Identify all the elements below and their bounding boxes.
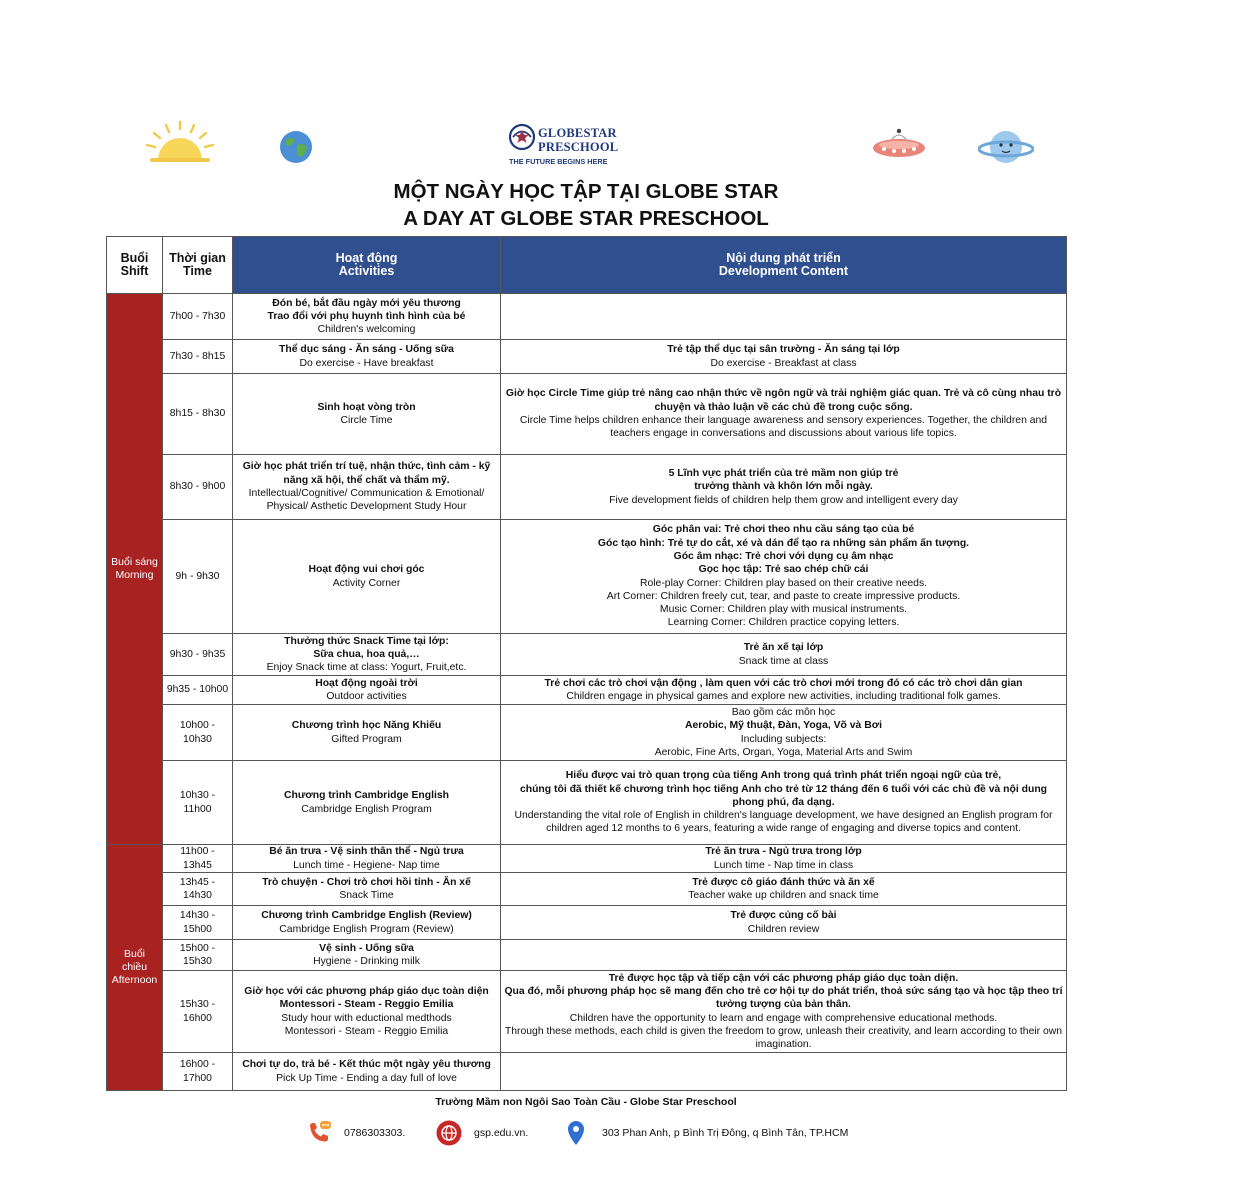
content-en: Bao gồm các môn học	[731, 706, 836, 718]
activity-cell	[233, 340, 501, 374]
activity-cell	[233, 971, 501, 1053]
content-cell	[501, 374, 1067, 455]
content-vi: Góc phân vai: Trẻ chơi theo nhu cầu sáng tạo của bé	[652, 524, 915, 536]
header-time-en: Time	[183, 264, 212, 278]
schedule-row	[107, 1053, 1067, 1091]
shift-label: Morning	[115, 569, 154, 581]
activity-vi: Chơi tự do, trả bé - Kết thúc một ngày yêu thương	[242, 1059, 491, 1071]
schedule-row	[107, 520, 1067, 634]
content-en: Art Corner: Children freely cut, tear, and paste to create impressive products.	[606, 590, 961, 602]
contact-address-text: 303 Phan Anh, p Bình Trị Đông, q Bình Tân, TP.HCM	[602, 1127, 849, 1139]
time-slot: 11h00 - 13h45	[163, 845, 233, 873]
time-slot: 14h30 - 15h00	[163, 906, 233, 940]
header-activities-en: Activities	[338, 264, 395, 278]
activity-en: Outdoor activities	[326, 691, 407, 702]
activity-cell	[233, 940, 501, 971]
content-cell	[501, 873, 1067, 906]
content-vi: Trẻ ăn xế tại lớp	[743, 642, 824, 654]
activity-cell	[233, 294, 501, 340]
activity-cell	[233, 1053, 501, 1091]
activity-vi: Bé ăn trưa - Vệ sinh thân thể - Ngủ trưa	[269, 846, 464, 858]
activity-cell	[233, 873, 501, 906]
header-row	[107, 237, 1067, 294]
school-logo	[508, 122, 618, 170]
contact-address[interactable]	[566, 1120, 848, 1146]
shift-afternoon	[107, 845, 163, 1091]
schedule-row	[107, 873, 1067, 906]
content-cell	[501, 520, 1067, 634]
content-cell	[501, 761, 1067, 845]
content-vi: Trẻ tập thể dục tại sân trường - Ăn sáng tại lớp	[667, 344, 900, 356]
activity-en: Children's welcoming	[317, 324, 416, 336]
content-en: Lunch time - Nap time in class	[713, 859, 854, 871]
earth-icon	[279, 130, 313, 164]
web-globe-icon	[436, 1120, 462, 1146]
time-slot: 9h30 - 9h35	[163, 634, 233, 676]
activity-cell	[233, 705, 501, 761]
content-vi: Trẻ chơi các trò chơi vận động , làm quen với các trò chơi mới trong đó có các trò chơi dân gian	[544, 677, 1023, 689]
schedule-row	[107, 294, 1067, 340]
header-shift-vi: Buổi	[120, 250, 149, 265]
activity-en: Cambridge English Program (Review)	[279, 923, 454, 935]
activity-vi: Đón bé, bắt đầu ngày mới yêu thương	[272, 297, 461, 309]
activity-en: Pick Up Time - Ending a day full of love	[276, 1072, 457, 1084]
time-slot: 10h00 - 10h30	[163, 705, 233, 761]
content-en: Snack time at class	[738, 655, 829, 667]
content-vi: Hiểu được vai trò quan trọng của tiếng Anh trong quá trình phát triển ngoại ngữ của trẻ,	[565, 770, 1002, 782]
activity-en: Circle Time	[340, 415, 393, 426]
phone-icon	[306, 1120, 332, 1146]
schedule-row	[107, 971, 1067, 1053]
content-cell	[501, 705, 1067, 761]
content-cell	[501, 906, 1067, 940]
header-content	[501, 237, 1067, 294]
activity-en: Do exercise - Have breakfast	[299, 357, 434, 369]
activity-en: Enjoy Snack time at class: Yogurt, Fruit,etc.	[266, 662, 467, 674]
activity-cell	[233, 676, 501, 705]
activity-en: Intellectual/Cognitive/ Communication & Emotional/ Physical/ Asthetic Development Study Hour	[248, 488, 485, 513]
activity-vi: Chương trình học Năng Khiếu	[291, 720, 442, 732]
activity-en: Montessori - Steam - Reggio Emilia	[284, 1025, 449, 1037]
content-cell	[501, 845, 1067, 873]
time-slot: 13h45 - 14h30	[163, 873, 233, 906]
activity-vi: Chương trình Cambridge English	[284, 790, 449, 802]
activity-vi: Hoạt động ngoài trời	[315, 677, 418, 689]
content-en: Including subjects:	[740, 733, 827, 745]
activity-en: Lunch time - Hegiene- Nap time	[293, 859, 440, 871]
content-en: Do exercise - Breakfast at class	[710, 357, 857, 369]
time-slot: 15h00 - 15h30	[163, 940, 233, 971]
logo-tagline: THE FUTURE BEGINS HERE	[509, 157, 608, 166]
content-en: Through these methods, each child is given the freedom to grow, unleash their creativity, and learn according to their own imagination.	[504, 1025, 1063, 1051]
activity-cell	[233, 520, 501, 634]
content-cell	[501, 294, 1067, 340]
time-slot: 7h00 - 7h30	[163, 294, 233, 340]
content-cell	[501, 940, 1067, 971]
activity-en: Study hour with eductional medthods	[281, 1012, 452, 1024]
activity-vi: Trao đổi với phụ huynh tình hình của bé	[267, 310, 466, 322]
content-en: Children review	[747, 923, 820, 935]
content-en: Aerobic, Fine Arts, Organ, Yoga, Material Arts and Swim	[654, 746, 913, 758]
activity-vi: Sinh hoạt vòng tròn	[317, 401, 416, 413]
content-vi: Qua đó, mỗi phương pháp học sẽ mang đến cho trẻ cơ hội tự do phát triển, thoả sức sáng tạo và học tập theo trí tưởng tượng của bản thân.	[504, 985, 1063, 1011]
schedule-row	[107, 634, 1067, 676]
header-time-vi: Thời gian	[169, 250, 226, 265]
content-en: Circle Time helps children enhance their language awareness and sensory experiences. Together, the children and teachers engage in conversations and discussions about various life topics.	[519, 415, 1048, 440]
content-en: Teacher wake up children and snack time	[688, 890, 879, 901]
activity-cell	[233, 374, 501, 455]
time-slot: 9h35 - 10h00	[163, 676, 233, 705]
schedule-row	[107, 940, 1067, 971]
content-vi: chúng tôi đã thiết kế chương trình học tiếng Anh cho trẻ từ 12 tháng đến 6 tuổi với các chủ đề và nội dung phong phú, đa dạng.	[519, 783, 1048, 808]
activity-cell	[233, 845, 501, 873]
content-cell	[501, 676, 1067, 705]
content-en: Children engage in physical games and explore new activities, including traditional folk games.	[566, 691, 1001, 702]
contact-website-text: gsp.edu.vn.	[474, 1127, 529, 1139]
header-content-en: Development Content	[718, 264, 849, 278]
schedule-row	[107, 455, 1067, 520]
contact-website[interactable]	[436, 1120, 528, 1146]
activity-vi: Hoạt động vui chơi góc	[308, 564, 425, 576]
content-en: Children have the opportunity to learn and engage with comprehensive educational methods.	[569, 1012, 998, 1024]
activity-vi: Sữa chua, hoa quả,…	[313, 648, 420, 660]
globe-star-logo-icon	[508, 122, 536, 156]
shift-label: Buổi sáng	[111, 555, 158, 568]
location-pin-icon	[566, 1120, 586, 1146]
content-vi: trưởng thành và khôn lớn mỗi ngày.	[694, 481, 873, 493]
content-vi: Trẻ được củng cố bài	[730, 910, 837, 922]
schedule-row	[107, 845, 1067, 873]
activity-en: Gifted Program	[331, 733, 402, 745]
schedule-row	[107, 374, 1067, 455]
schedule-row	[107, 340, 1067, 374]
activity-vi: Thể dục sáng - Ăn sáng - Uống sữa	[279, 344, 454, 356]
activity-en: Activity Corner	[332, 577, 401, 589]
schedule-row	[107, 906, 1067, 940]
header-shift	[107, 237, 163, 294]
logo-name-line1: GLOBESTAR	[538, 126, 617, 140]
activity-vi: Giờ học với các phương pháp giáo dục toàn diện	[244, 985, 489, 997]
content-vi: Góc âm nhạc: Trẻ chơi với dụng cụ âm nhạc	[673, 550, 894, 562]
content-cell	[501, 1053, 1067, 1091]
shift-label: Buổi chiều	[121, 947, 148, 973]
time-slot: 10h30 - 11h00	[163, 761, 233, 845]
activity-vi: Vệ sinh - Uống sữa	[319, 942, 414, 954]
time-slot: 9h - 9h30	[163, 520, 233, 634]
page-title-vietnamese: MỘT NGÀY HỌC TẬP TẠI GLOBE STAR	[393, 180, 779, 203]
content-en: Role-play Corner: Children play based on their creative needs.	[639, 577, 928, 589]
activity-vi: Montessori - Steam - Reggio Emilia	[279, 999, 454, 1011]
content-en: Learning Corner: Children practice copying letters.	[667, 617, 900, 629]
content-en: Music Corner: Children play with musical instruments.	[659, 604, 908, 616]
logo-name-line2: PRESCHOOL	[538, 140, 619, 154]
header-activities-vi: Hoạt động	[335, 250, 398, 265]
content-vi: Aerobic, Mỹ thuật, Đàn, Yoga, Võ và Bơi	[685, 720, 882, 732]
time-slot: 8h30 - 9h00	[163, 455, 233, 520]
content-vi: Trẻ được cô giáo đánh thức và ăn xế	[692, 876, 875, 888]
activity-cell	[233, 906, 501, 940]
activity-en: Cambridge English Program	[301, 803, 432, 815]
content-vi: Góc tạo hình: Trẻ tự do cắt, xé và dán để tạo ra những sản phẩm ấn tượng.	[597, 537, 970, 549]
time-slot: 7h30 - 8h15	[163, 340, 233, 374]
activity-vi: Thưởng thức Snack Time tại lớp:	[284, 635, 449, 647]
activity-vi: Trò chuyện - Chơi trò chơi hồi tỉnh - Ăn xế	[262, 876, 471, 888]
content-en: Five development fields of children help them grow and intelligent every day	[609, 494, 958, 506]
content-cell	[501, 340, 1067, 374]
shift-morning	[107, 294, 163, 845]
header-content-vi: Nội dung phát triển	[726, 250, 841, 265]
schedule-row	[107, 705, 1067, 761]
activity-cell	[233, 634, 501, 676]
time-slot: 16h00 - 17h00	[163, 1053, 233, 1091]
schedule-row	[107, 676, 1067, 705]
time-slot: 15h30 - 16h00	[163, 971, 233, 1053]
shift-label: Afternoon	[111, 974, 158, 987]
daily-schedule-table	[106, 236, 1067, 1091]
content-vi: Giờ học Circle Time giúp trẻ nâng cao nhận thức về ngôn ngữ và trải nghiệm giác quan. Trẻ và cô cùng nhau trò chuyện và thảo luận về các chủ đề trong cuộc sống.	[505, 388, 1062, 413]
content-cell	[501, 634, 1067, 676]
activity-en: Snack Time	[339, 890, 394, 901]
content-cell	[501, 455, 1067, 520]
content-vi: Trẻ ăn trưa - Ngủ trưa trong lớp	[705, 846, 862, 858]
content-cell	[501, 971, 1067, 1053]
content-vi: 5 Lĩnh vực phát triển của trẻ mầm non giúp trẻ	[668, 468, 899, 480]
contact-phone-text: 0786303303.	[344, 1127, 406, 1139]
ufo-icon	[870, 126, 928, 164]
header-activities	[233, 237, 501, 294]
activity-vi: Giờ học phát triển trí tuệ, nhận thức, tình cảm - kỹ năng xã hội, thể chất và thẩm mỹ.	[242, 461, 491, 486]
time-slot: 8h15 - 8h30	[163, 374, 233, 455]
activity-cell	[233, 761, 501, 845]
sun-icon	[144, 120, 216, 164]
activity-cell	[233, 455, 501, 520]
activity-vi: Chương trình Cambridge English (Review)	[261, 910, 472, 922]
content-en: Understanding the vital role of English in children's language development, we have designed an English program for children aged 12 months to 6 years, featuring a wide range of engaging and diverse topics and content.	[514, 810, 1053, 835]
content-vi: Gọc học tập: Trẻ sao chép chữ cái	[698, 564, 869, 576]
header-time	[163, 237, 233, 294]
schedule-row	[107, 761, 1067, 845]
page-title-english: A DAY AT GLOBE STAR PRESCHOOL	[403, 207, 769, 230]
contact-phone[interactable]	[306, 1120, 405, 1146]
footer-school-name: Trường Mầm non Ngôi Sao Toàn Cầu - Globe Star Preschool	[435, 1096, 737, 1108]
activity-en: Hygiene - Drinking milk	[313, 956, 420, 967]
planet-icon	[978, 125, 1034, 169]
content-vi: Trẻ được học tập và tiếp cận với các phương pháp giáo dục toàn diện.	[608, 972, 959, 984]
header-shift-en: Shift	[120, 264, 149, 278]
